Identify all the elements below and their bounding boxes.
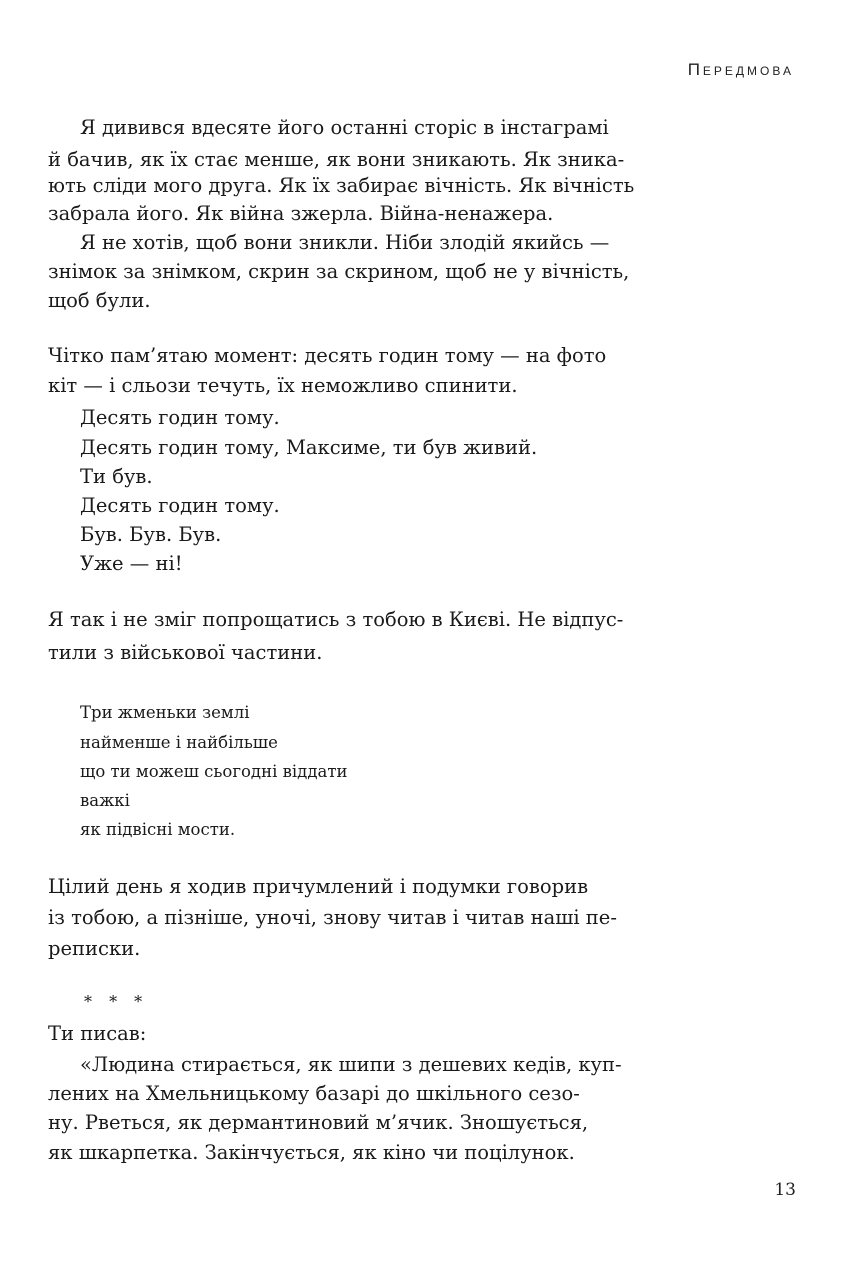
text-line: знімок за знімком, скрин за скрином, щоб не у вічність, bbox=[48, 260, 630, 283]
poem-line: Три жменьки землі bbox=[80, 703, 250, 722]
text-line: й бачив, як їх стає менше, як вони зникають. Як зника- bbox=[48, 148, 625, 171]
poem-line: що ти можеш сьогодні віддати bbox=[80, 762, 348, 781]
section-separator: * * * bbox=[84, 992, 149, 1011]
text-line: ють сліди мого друга. Як їх забирає вічність. Як вічність bbox=[48, 174, 635, 197]
text-line: Ти писав: bbox=[48, 1022, 147, 1045]
text-line: Цілий день я ходив причумлений і подумки говорив bbox=[48, 875, 589, 898]
text-line: як шкарпетка. Закінчується, як кіно чи поцілунок. bbox=[48, 1141, 575, 1164]
text-line: тили з військової частини. bbox=[48, 641, 323, 664]
running-header: Передмова bbox=[687, 60, 794, 79]
text-line: Я дивився вдесяте його останні сторіс в інстаграмі bbox=[80, 116, 609, 139]
text-line: «Людина стирається, як шипи з дешевих кедів, куп- bbox=[80, 1053, 622, 1076]
text-line: ну. Рветься, як дермантиновий м’ячик. Зношується, bbox=[48, 1111, 589, 1134]
poem-line: важкі bbox=[80, 791, 130, 810]
poem-line: найменше і найбільше bbox=[80, 733, 278, 752]
text-line: Був. Був. Був. bbox=[80, 523, 222, 546]
text-line: Чітко пам’ятаю момент: десять годин тому — на фото bbox=[48, 344, 607, 367]
text-line: щоб були. bbox=[48, 289, 151, 312]
text-line: із тобою, а пізніше, уночі, знову читав і читав наші пе- bbox=[48, 906, 617, 929]
page-number: 13 bbox=[774, 1180, 796, 1200]
text-line: кіт — і сльози течуть, їх неможливо спинити. bbox=[48, 374, 518, 397]
text-line: Десять годин тому. bbox=[80, 406, 280, 429]
text-line: Ти був. bbox=[80, 465, 153, 488]
text-line: Я так і не зміг попрощатись з тобою в Києві. Не відпус- bbox=[48, 608, 624, 631]
text-line: Десять годин тому. bbox=[80, 494, 280, 517]
poem-line: як підвісні мости. bbox=[80, 820, 236, 839]
text-line: реписки. bbox=[48, 937, 141, 960]
text-line: Уже — ні! bbox=[80, 552, 183, 575]
text-line: забрала його. Як війна зжерла. Війна-ненажера. bbox=[48, 202, 554, 225]
text-line: Я не хотів, щоб вони зникли. Ніби злодій якийсь — bbox=[80, 231, 610, 254]
text-line: Десять годин тому, Максиме, ти був живий. bbox=[80, 436, 538, 459]
text-line: лених на Хмельницькому базарі до шкільного сезо- bbox=[48, 1082, 580, 1105]
